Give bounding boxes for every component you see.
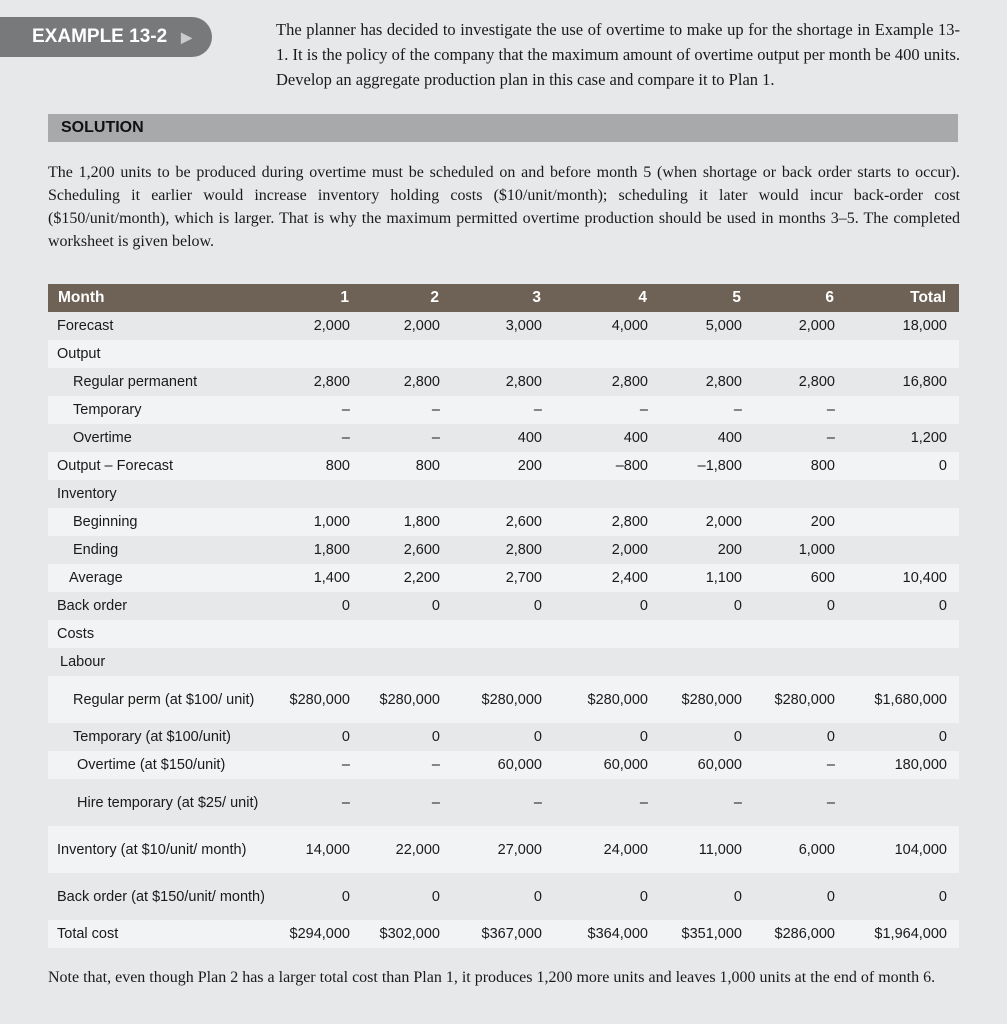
- table-cell: 200: [754, 508, 847, 536]
- table-cell: 0: [554, 873, 660, 920]
- table-cell: 2,800: [754, 368, 847, 396]
- table-cell: –: [362, 396, 452, 424]
- table-cell: 11,000: [660, 826, 754, 873]
- row-label: Ending: [48, 536, 272, 564]
- table-cell: [452, 340, 554, 368]
- table-cell: 0: [847, 592, 959, 620]
- table-cell: –: [452, 779, 554, 826]
- table-cell: $280,000: [660, 676, 754, 723]
- table-cell: [847, 648, 959, 676]
- table-cell: 0: [754, 592, 847, 620]
- table-row: [48, 536, 959, 564]
- table-cell: [452, 620, 554, 648]
- table-cell: 2,800: [660, 368, 754, 396]
- table-row: [48, 480, 959, 508]
- table-row: [48, 340, 959, 368]
- table-cell: –: [754, 751, 847, 779]
- table-cell: [272, 480, 362, 508]
- table-row: [48, 452, 959, 480]
- table-cell: 0: [847, 452, 959, 480]
- table-body: [48, 312, 959, 948]
- table-cell: [847, 779, 959, 826]
- table-row: [48, 312, 959, 340]
- table-cell: [847, 396, 959, 424]
- table-row: [48, 424, 959, 452]
- table-cell: 24,000: [554, 826, 660, 873]
- table-cell: 180,000: [847, 751, 959, 779]
- table-cell: $1,964,000: [847, 920, 959, 948]
- table-cell: 400: [660, 424, 754, 452]
- table-cell: [847, 620, 959, 648]
- table-cell: 0: [847, 723, 959, 751]
- row-label: Temporary: [48, 396, 272, 424]
- table-cell: 5,000: [660, 312, 754, 340]
- table-cell: 2,000: [362, 312, 452, 340]
- table-cell: 4,000: [554, 312, 660, 340]
- triangle-right-icon: ▶: [181, 28, 192, 45]
- table-row: [48, 920, 959, 948]
- header-cell: 6: [754, 284, 847, 312]
- row-label: Overtime (at $150/unit): [48, 751, 272, 779]
- table-cell: 0: [272, 723, 362, 751]
- table-cell: $280,000: [362, 676, 452, 723]
- row-label: Output – Forecast: [48, 452, 272, 480]
- table-cell: 16,800: [847, 368, 959, 396]
- table-cell: 0: [272, 592, 362, 620]
- table-cell: 1,000: [272, 508, 362, 536]
- table-cell: [847, 340, 959, 368]
- table-cell: [847, 508, 959, 536]
- table-row: [48, 508, 959, 536]
- table-cell: 400: [452, 424, 554, 452]
- table-cell: 2,000: [554, 536, 660, 564]
- table-cell: [452, 648, 554, 676]
- table-cell: [362, 648, 452, 676]
- table-cell: –: [754, 424, 847, 452]
- row-label: Back order (at $150/unit/ month): [48, 873, 272, 920]
- row-label: Regular perm (at $100/ unit): [48, 676, 272, 723]
- table-cell: –: [660, 779, 754, 826]
- table-cell: [847, 480, 959, 508]
- table-cell: 1,100: [660, 564, 754, 592]
- table-cell: 800: [362, 452, 452, 480]
- aggregate-plan-table: [48, 284, 959, 948]
- table-cell: [754, 340, 847, 368]
- table-cell: –1,800: [660, 452, 754, 480]
- table-cell: 10,400: [847, 564, 959, 592]
- example-intro: The planner has decided to investigate the use of overtime to make up for the shortage in Example 13-1. It is the policy of the company that the maximum amount of overtime output per month be 400 units. Develop an aggregate production plan in this case and compare it to Plan 1.: [276, 20, 960, 89]
- table-cell: [272, 340, 362, 368]
- table-cell: $294,000: [272, 920, 362, 948]
- table-cell: 1,200: [847, 424, 959, 452]
- table-cell: 2,800: [554, 368, 660, 396]
- table-cell: 0: [362, 873, 452, 920]
- table-row: [48, 368, 959, 396]
- table-row: [48, 751, 959, 779]
- row-label: Overtime: [48, 424, 272, 452]
- example-label: [0, 17, 212, 57]
- table-cell: [554, 480, 660, 508]
- table-cell: [754, 648, 847, 676]
- table-row: [48, 723, 959, 751]
- header-cell: 5: [660, 284, 754, 312]
- table-row: [48, 592, 959, 620]
- table-cell: 200: [452, 452, 554, 480]
- table-cell: $280,000: [272, 676, 362, 723]
- table-cell: –: [272, 779, 362, 826]
- table-cell: [660, 620, 754, 648]
- table-cell: –: [754, 779, 847, 826]
- table-cell: 0: [660, 723, 754, 751]
- table-cell: –: [272, 424, 362, 452]
- row-label: Total cost: [48, 920, 272, 948]
- table-row: [48, 396, 959, 424]
- table-cell: 2,800: [452, 536, 554, 564]
- table-cell: 2,600: [452, 508, 554, 536]
- table-cell: 200: [660, 536, 754, 564]
- note-paragraph: Note that, even though Plan 2 has a larger total cost than Plan 1, it produces 1,200 more units and leaves 1,000 units at the end of month 6.: [48, 969, 936, 986]
- table-cell: 60,000: [452, 751, 554, 779]
- table-cell: 800: [754, 452, 847, 480]
- table-cell: 0: [754, 723, 847, 751]
- table-cell: $364,000: [554, 920, 660, 948]
- table-cell: $351,000: [660, 920, 754, 948]
- table-cell: 2,400: [554, 564, 660, 592]
- row-label: Back order: [48, 592, 272, 620]
- table-cell: $280,000: [754, 676, 847, 723]
- table-row: [48, 779, 959, 826]
- table-cell: 0: [660, 592, 754, 620]
- table-cell: 0: [272, 873, 362, 920]
- table-cell: 2,600: [362, 536, 452, 564]
- table-cell: 1,800: [272, 536, 362, 564]
- table-cell: $367,000: [452, 920, 554, 948]
- table-cell: 2,800: [272, 368, 362, 396]
- table-cell: 1,000: [754, 536, 847, 564]
- table-cell: 2,800: [554, 508, 660, 536]
- table-cell: 0: [847, 873, 959, 920]
- header-cell: Total: [847, 284, 959, 312]
- table-cell: 2,200: [362, 564, 452, 592]
- table-cell: 2,800: [362, 368, 452, 396]
- table-cell: –800: [554, 452, 660, 480]
- table-cell: [754, 480, 847, 508]
- solution-paragraph: The 1,200 units to be produced during overtime must be scheduled on and before month 5 (when shortage or back order starts to occur). Scheduling it earlier would increase inventory holding costs ($10/unit/month); scheduling it later would incur back-order cost ($150/unit/month), which is larger. That is why the maximum permitted overtime production should be used in months 3–5. The completed worksheet is given below.: [48, 164, 960, 250]
- table-cell: 27,000: [452, 826, 554, 873]
- row-label: Hire temporary (at $25/ unit): [48, 779, 272, 826]
- table-cell: –: [452, 396, 554, 424]
- table-cell: –: [362, 424, 452, 452]
- table-cell: –: [362, 751, 452, 779]
- row-label: Labour: [48, 648, 272, 676]
- table-cell: –: [660, 396, 754, 424]
- table-cell: [754, 620, 847, 648]
- header-cell: 3: [452, 284, 554, 312]
- table-cell: 2,000: [272, 312, 362, 340]
- table-cell: –: [272, 396, 362, 424]
- row-label: Output: [48, 340, 272, 368]
- header-cell: 4: [554, 284, 660, 312]
- table-cell: $280,000: [554, 676, 660, 723]
- table-cell: –: [554, 396, 660, 424]
- table-cell: 6,000: [754, 826, 847, 873]
- table-cell: [660, 340, 754, 368]
- header-cell: 2: [362, 284, 452, 312]
- table-cell: 60,000: [660, 751, 754, 779]
- header-cell: 1: [272, 284, 362, 312]
- table-cell: –: [272, 751, 362, 779]
- table-cell: 0: [754, 873, 847, 920]
- table-cell: 800: [272, 452, 362, 480]
- table-cell: [362, 620, 452, 648]
- table-cell: [554, 620, 660, 648]
- table-row: [48, 620, 959, 648]
- table-cell: 0: [362, 723, 452, 751]
- table-cell: 0: [554, 592, 660, 620]
- table-cell: 600: [754, 564, 847, 592]
- table-cell: 18,000: [847, 312, 959, 340]
- table-cell: [847, 536, 959, 564]
- table-cell: [272, 648, 362, 676]
- row-label: Inventory: [48, 480, 272, 508]
- row-label: Beginning: [48, 508, 272, 536]
- table-cell: 22,000: [362, 826, 452, 873]
- table-cell: 14,000: [272, 826, 362, 873]
- table-row: [48, 873, 959, 920]
- table-cell: 104,000: [847, 826, 959, 873]
- table-cell: $1,680,000: [847, 676, 959, 723]
- table-cell: 3,000: [452, 312, 554, 340]
- row-label: Costs: [48, 620, 272, 648]
- table-cell: 0: [452, 592, 554, 620]
- table-cell: 2,000: [660, 508, 754, 536]
- table-cell: [452, 480, 554, 508]
- example-title: EXAMPLE 13-2: [32, 26, 168, 47]
- row-label: Temporary (at $100/unit): [48, 723, 272, 751]
- table-cell: 400: [554, 424, 660, 452]
- table-row: [48, 826, 959, 873]
- table-cell: 1,800: [362, 508, 452, 536]
- table-cell: –: [754, 396, 847, 424]
- solution-heading: SOLUTION: [48, 114, 958, 142]
- table-cell: 0: [452, 873, 554, 920]
- table-cell: 60,000: [554, 751, 660, 779]
- table-cell: [362, 480, 452, 508]
- table-cell: $302,000: [362, 920, 452, 948]
- table-cell: [554, 648, 660, 676]
- table-cell: [554, 340, 660, 368]
- table-header-row: [48, 284, 959, 312]
- table-cell: –: [554, 779, 660, 826]
- table-cell: –: [362, 779, 452, 826]
- table-cell: [272, 620, 362, 648]
- table-cell: 2,700: [452, 564, 554, 592]
- table-cell: 1,400: [272, 564, 362, 592]
- table-cell: 0: [554, 723, 660, 751]
- table-cell: 0: [452, 723, 554, 751]
- row-label: Regular permanent: [48, 368, 272, 396]
- row-label: Inventory (at $10/unit/ month): [48, 826, 272, 873]
- table-cell: [362, 340, 452, 368]
- table-cell: $286,000: [754, 920, 847, 948]
- table-row: [48, 648, 959, 676]
- row-label: Average: [48, 564, 272, 592]
- table-cell: [660, 648, 754, 676]
- table-cell: 2,000: [754, 312, 847, 340]
- table-cell: $280,000: [452, 676, 554, 723]
- table-cell: [660, 480, 754, 508]
- row-label: Forecast: [48, 312, 272, 340]
- header-cell: Month: [48, 284, 272, 312]
- table-row: [48, 564, 959, 592]
- table-cell: 0: [362, 592, 452, 620]
- table-cell: 2,800: [452, 368, 554, 396]
- table-cell: 0: [660, 873, 754, 920]
- table-row: [48, 676, 959, 723]
